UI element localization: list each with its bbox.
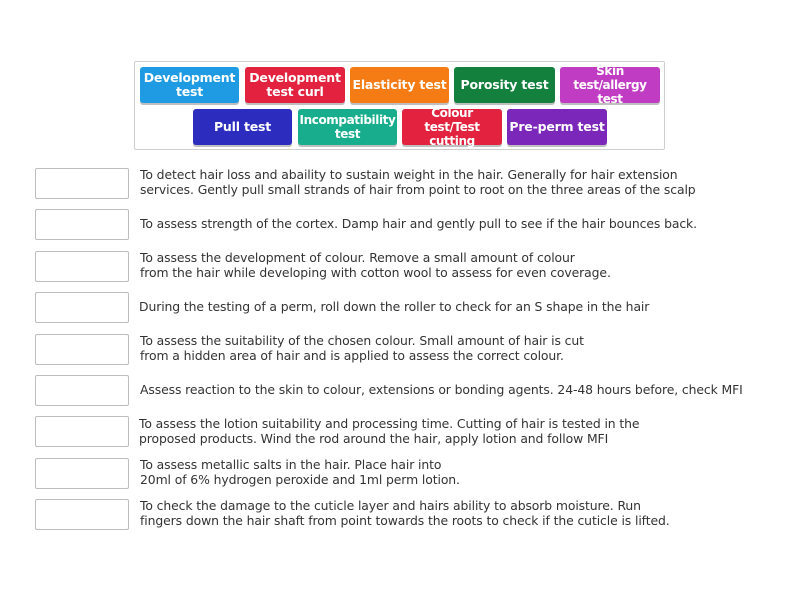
tile-colour-test-cutting[interactable]: Colour test/Test cutting (402, 109, 502, 145)
tile-pre-perm-test[interactable]: Pre-perm test (507, 109, 607, 145)
description-text: To assess the suitability of the chosen colour. Small amount of hair is cut from a hidden area of hair and is applied to assess the correct colour. (140, 333, 584, 363)
description-text: To check the damage to the cuticle layer and hairs ability to absorb moisture. Run fingers down the hair shaft from point towards the roots to check if the cuticle is lifted. (140, 498, 670, 528)
drop-box[interactable] (35, 292, 129, 323)
drop-box[interactable] (35, 209, 129, 240)
tile-pull-test[interactable]: Pull test (193, 109, 292, 145)
tile-elasticity-test[interactable]: Elasticity test (350, 67, 449, 103)
tile-incompatibility-test[interactable]: Incompatibility test (298, 109, 397, 145)
tile-development-test-curl[interactable]: Development test curl (245, 67, 345, 103)
tile-porosity-test[interactable]: Porosity test (454, 67, 555, 103)
description-text: To assess metallic salts in the hair. Place hair into 20ml of 6% hydrogen peroxide and 1ml perm lotion. (140, 457, 460, 487)
drop-box[interactable] (35, 416, 129, 447)
description-text: To assess the development of colour. Remove a small amount of colour from the hair while developing with cotton wool to assess for even coverage. (140, 250, 611, 280)
drop-box[interactable] (35, 251, 129, 282)
drop-box[interactable] (35, 334, 129, 365)
tile-development-test[interactable]: Development test (140, 67, 239, 103)
description-text: To detect hair loss and abaility to sustain weight in the hair. Generally for hair extension services. Gently pull small strands of hair from point to root on the three areas of the scalp (140, 167, 696, 197)
drop-box[interactable] (35, 458, 129, 489)
drop-box[interactable] (35, 375, 129, 406)
tile-skin-allergy-test[interactable]: Skin test/allergy test (560, 67, 660, 103)
description-text: To assess strength of the cortex. Damp hair and gently pull to see if the hair bounces back. (140, 216, 697, 231)
drop-box[interactable] (35, 499, 129, 530)
drop-box[interactable] (35, 168, 129, 199)
description-text: During the testing of a perm, roll down the roller to check for an S shape in the hair (139, 299, 650, 314)
description-text: Assess reaction to the skin to colour, extensions or bonding agents. 24-48 hours before, check MFI (140, 382, 743, 397)
description-text: To assess the lotion suitability and processing time. Cutting of hair is tested in the proposed products. Wind the rod around the hair, apply lotion and follow MFI (139, 416, 640, 446)
